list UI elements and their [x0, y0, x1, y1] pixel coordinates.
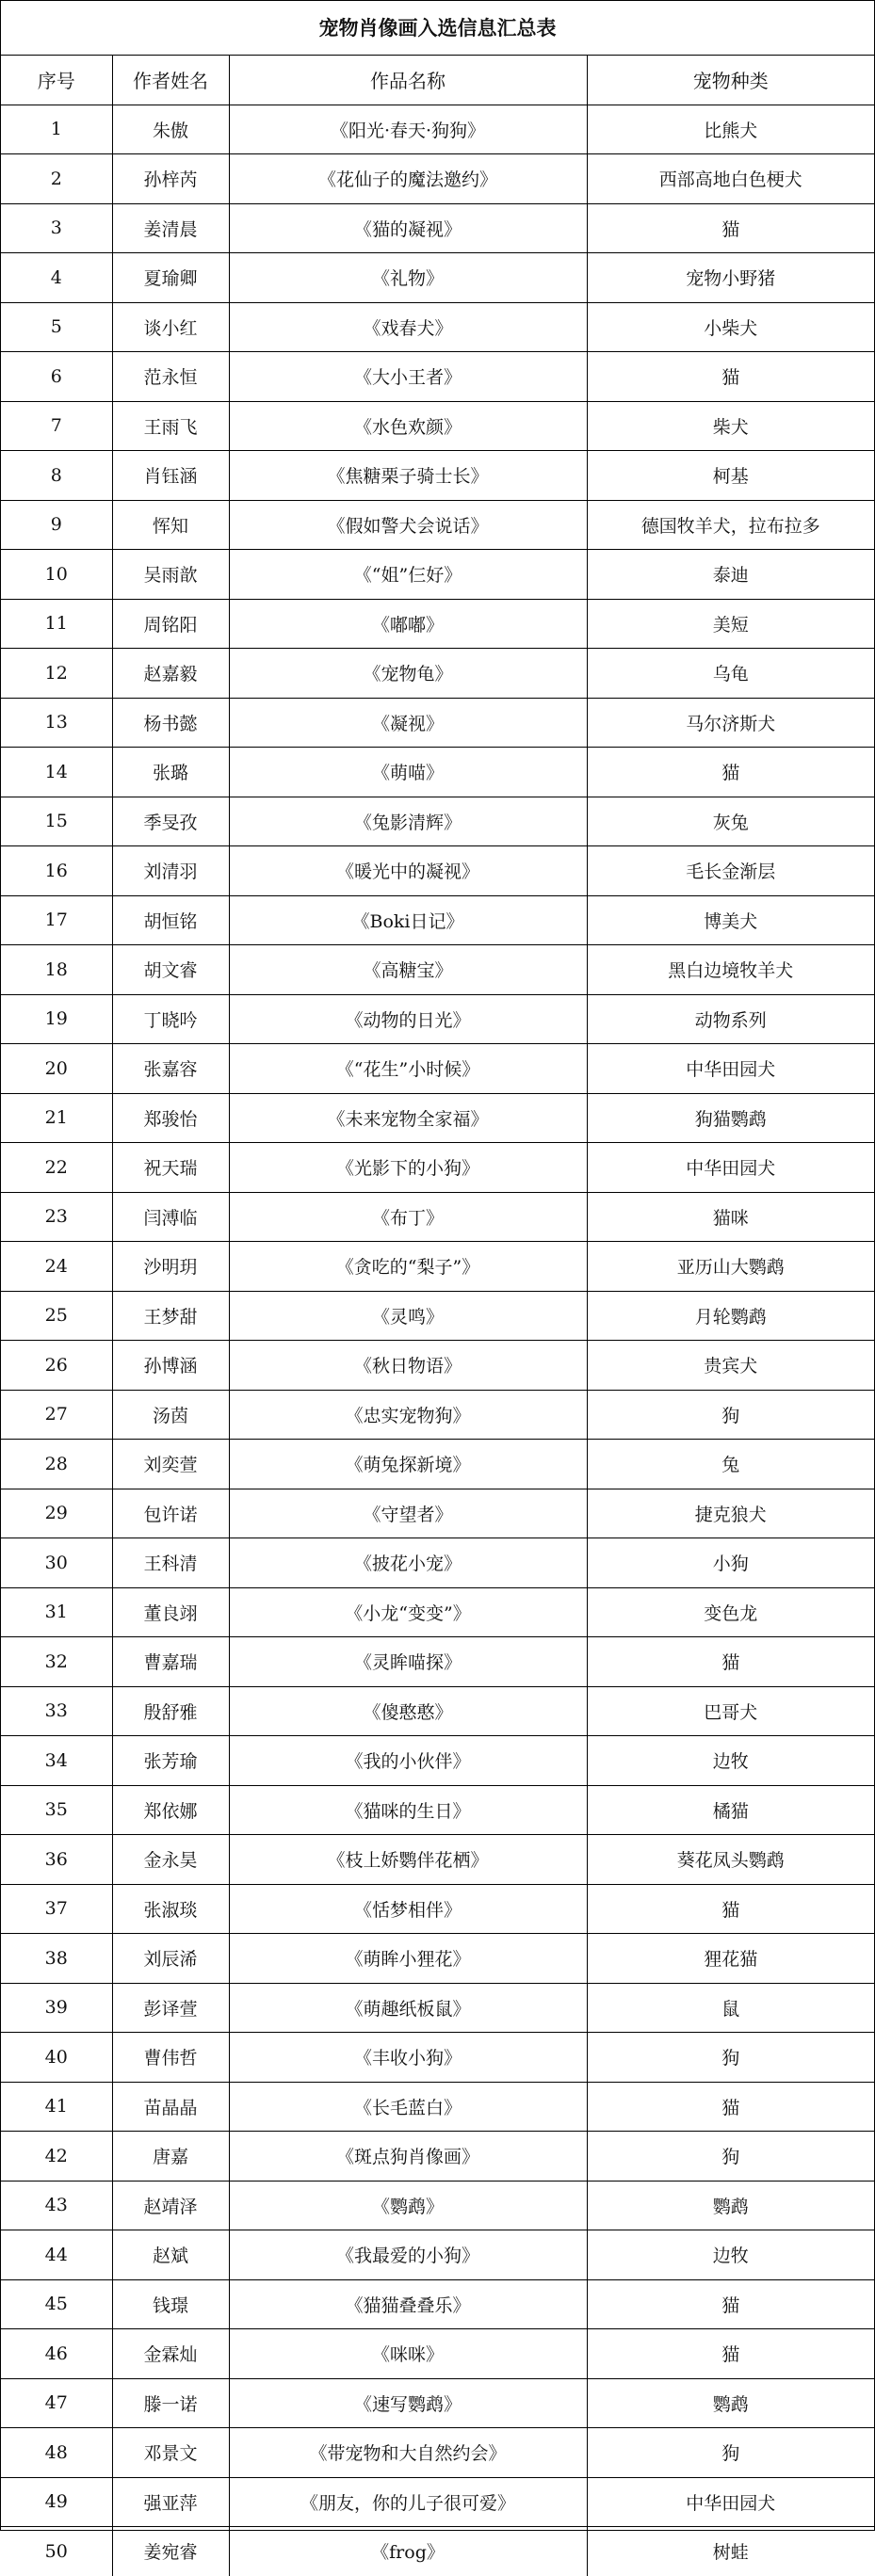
cell-work-title: 《带宠物和大自然约会》	[229, 2428, 587, 2478]
table-row	[1, 649, 874, 699]
cell-work-title: 《阳光·春天·狗狗》	[229, 105, 587, 154]
cell-index: 48	[1, 2428, 112, 2478]
table-row	[1, 895, 874, 945]
cell-author: 赵嘉毅	[112, 649, 229, 699]
cell-index: 29	[1, 1489, 112, 1538]
cell-author: 郑依娜	[112, 1785, 229, 1835]
cell-work-title: 《披花小宠》	[229, 1538, 587, 1588]
cell-index: 16	[1, 846, 112, 896]
cell-index: 46	[1, 2329, 112, 2379]
cell-pet-species: 柯基	[587, 451, 874, 501]
cell-work-title: 《凝视》	[229, 698, 587, 748]
table-row	[1, 1390, 874, 1440]
table-row	[1, 1785, 874, 1835]
cell-author: 吴雨歆	[112, 550, 229, 600]
cell-index: 38	[1, 1934, 112, 1984]
cell-index: 44	[1, 2230, 112, 2280]
table-row	[1, 1440, 874, 1489]
cell-pet-species: 月轮鹦鹉	[587, 1291, 874, 1341]
cell-index: 43	[1, 2181, 112, 2230]
cell-index: 42	[1, 2132, 112, 2182]
cell-pet-species: 马尔济斯犬	[587, 698, 874, 748]
table-row	[1, 1983, 874, 2033]
cell-work-title: 《未来宠物全家福》	[229, 1093, 587, 1143]
cell-index: 15	[1, 797, 112, 846]
cell-work-title: 《光影下的小狗》	[229, 1143, 587, 1193]
cell-work-title: 《Boki日记》	[229, 895, 587, 945]
cell-work-title: 《萌趣纸板鼠》	[229, 1983, 587, 2033]
cell-work-title: 《长毛蓝白》	[229, 2082, 587, 2132]
cell-pet-species: 乌龟	[587, 649, 874, 699]
cell-author: 刘奕萱	[112, 1440, 229, 1489]
table-row	[1, 1587, 874, 1637]
cell-pet-species: 鼠	[587, 1983, 874, 2033]
cell-pet-species: 巴哥犬	[587, 1686, 874, 1736]
cell-pet-species: 中华田园犬	[587, 2477, 874, 2527]
table-row	[1, 1341, 874, 1391]
cell-pet-species: 贵宾犬	[587, 1341, 874, 1391]
cell-index: 14	[1, 748, 112, 797]
cell-work-title: 《水色欢颜》	[229, 401, 587, 451]
cell-index: 33	[1, 1686, 112, 1736]
cell-index: 11	[1, 599, 112, 649]
table-row	[1, 1835, 874, 1885]
cell-pet-species: 德国牧羊犬，拉布拉多	[587, 500, 874, 550]
cell-index: 37	[1, 1884, 112, 1934]
cell-work-title: 《焦糖栗子骑士长》	[229, 451, 587, 501]
cell-index: 34	[1, 1736, 112, 1786]
table-row	[1, 352, 874, 402]
table-row	[1, 2230, 874, 2280]
cell-author: 金永昊	[112, 1835, 229, 1885]
header-pet-species: 宠物种类	[587, 56, 874, 105]
cell-index: 45	[1, 2279, 112, 2329]
table-row	[1, 500, 874, 550]
cell-author: 刘辰浠	[112, 1934, 229, 1984]
cell-author: 周铭阳	[112, 599, 229, 649]
table-row	[1, 2279, 874, 2329]
cell-author: 范永恒	[112, 352, 229, 402]
cell-pet-species: 狗猫鹦鹉	[587, 1093, 874, 1143]
cell-index: 50	[1, 2527, 112, 2576]
cell-work-title: 《灵眸喵探》	[229, 1637, 587, 1687]
cell-pet-species: 狗	[587, 2132, 874, 2182]
cell-author: 张璐	[112, 748, 229, 797]
cell-index: 23	[1, 1192, 112, 1242]
cell-author: 滕一诺	[112, 2378, 229, 2428]
cell-index: 5	[1, 302, 112, 352]
cell-work-title: 《傻憨憨》	[229, 1686, 587, 1736]
table-row	[1, 2132, 874, 2182]
cell-index: 39	[1, 1983, 112, 2033]
cell-pet-species: 捷克狼犬	[587, 1489, 874, 1538]
cell-work-title: 《布丁》	[229, 1192, 587, 1242]
cell-pet-species: 猫	[587, 2082, 874, 2132]
cell-index: 47	[1, 2378, 112, 2428]
cell-work-title: 《“花生”小时候》	[229, 1044, 587, 1094]
table-row	[1, 1538, 874, 1588]
cell-index: 32	[1, 1637, 112, 1687]
cell-index: 7	[1, 401, 112, 451]
cell-author: 曹伟哲	[112, 2033, 229, 2083]
cell-pet-species: 小狗	[587, 1538, 874, 1588]
cell-author: 闫溥临	[112, 1192, 229, 1242]
cell-work-title: 《我最爱的小狗》	[229, 2230, 587, 2280]
table-row	[1, 2527, 874, 2576]
cell-author: 季旻孜	[112, 797, 229, 846]
cell-author: 强亚萍	[112, 2477, 229, 2527]
cell-work-title: 《斑点狗肖像画》	[229, 2132, 587, 2182]
cell-pet-species: 边牧	[587, 2230, 874, 2280]
cell-pet-species: 宠物小野猪	[587, 253, 874, 303]
cell-pet-species: 鹦鹉	[587, 2181, 874, 2230]
cell-work-title: 《猫的凝视》	[229, 203, 587, 253]
cell-author: 沙明玥	[112, 1242, 229, 1292]
cell-work-title: 《兔影清辉》	[229, 797, 587, 846]
cell-work-title: 《小龙“变变”》	[229, 1587, 587, 1637]
cell-work-title: 《我的小伙伴》	[229, 1736, 587, 1786]
cell-work-title: 《嘟嘟》	[229, 599, 587, 649]
cell-author: 彭译萱	[112, 1983, 229, 2033]
cell-work-title: 《枝上娇鹦伴花栖》	[229, 1835, 587, 1885]
cell-author: 张嘉容	[112, 1044, 229, 1094]
cell-index: 22	[1, 1143, 112, 1193]
cell-author: 殷舒雅	[112, 1686, 229, 1736]
cell-index: 9	[1, 500, 112, 550]
cell-pet-species: 猫	[587, 748, 874, 797]
cell-index: 25	[1, 1291, 112, 1341]
cell-pet-species: 猫	[587, 2329, 874, 2379]
cell-pet-species: 亚历山大鹦鹉	[587, 1242, 874, 1292]
cell-pet-species: 博美犬	[587, 895, 874, 945]
cell-work-title: 《猫猫叠叠乐》	[229, 2279, 587, 2329]
cell-index: 18	[1, 945, 112, 995]
cell-index: 10	[1, 550, 112, 600]
cell-work-title: 《恬梦相伴》	[229, 1884, 587, 1934]
table-row	[1, 1093, 874, 1143]
cell-author: 姜宛睿	[112, 2527, 229, 2576]
table-row	[1, 2181, 874, 2230]
cell-pet-species: 猫咪	[587, 1192, 874, 1242]
table-row	[1, 1242, 874, 1292]
cell-pet-species: 比熊犬	[587, 105, 874, 154]
cell-pet-species: 猫	[587, 203, 874, 253]
cell-index: 13	[1, 698, 112, 748]
cell-work-title: 《大小王者》	[229, 352, 587, 402]
cell-index: 36	[1, 1835, 112, 1885]
table-row	[1, 154, 874, 204]
header-row	[1, 56, 874, 105]
cell-author: 钱璟	[112, 2279, 229, 2329]
table-row	[1, 599, 874, 649]
cell-pet-species: 橘猫	[587, 1785, 874, 1835]
cell-author: 赵斌	[112, 2230, 229, 2280]
cell-author: 王雨飞	[112, 401, 229, 451]
cell-author: 曹嘉瑞	[112, 1637, 229, 1687]
table-row	[1, 1044, 874, 1094]
cell-pet-species: 变色龙	[587, 1587, 874, 1637]
sheet-title: 宠物肖像画入选信息汇总表	[1, 1, 874, 56]
table-row	[1, 1291, 874, 1341]
table-row	[1, 797, 874, 846]
cell-author: 谈小红	[112, 302, 229, 352]
cell-author: 王科清	[112, 1538, 229, 1588]
header-work-title: 作品名称	[229, 56, 587, 105]
cell-author: 胡文睿	[112, 945, 229, 995]
cell-work-title: 《高糖宝》	[229, 945, 587, 995]
table-row	[1, 401, 874, 451]
cell-author: 孙博涵	[112, 1341, 229, 1391]
table-row	[1, 1192, 874, 1242]
cell-author: 赵靖泽	[112, 2181, 229, 2230]
cell-index: 20	[1, 1044, 112, 1094]
cell-index: 49	[1, 2477, 112, 2527]
cell-index: 41	[1, 2082, 112, 2132]
cell-author: 朱傲	[112, 105, 229, 154]
cell-pet-species: 泰迪	[587, 550, 874, 600]
cell-work-title: 《速写鹦鹉》	[229, 2378, 587, 2428]
table-row	[1, 1686, 874, 1736]
table-row	[1, 2329, 874, 2379]
cell-author: 张淑琰	[112, 1884, 229, 1934]
cell-pet-species: 黑白边境牧羊犬	[587, 945, 874, 995]
cell-work-title: 《灵鸣》	[229, 1291, 587, 1341]
cell-work-title: 《鹦鹉》	[229, 2181, 587, 2230]
table-row	[1, 550, 874, 600]
cell-author: 丁晓吟	[112, 994, 229, 1044]
table-row	[1, 1934, 874, 1984]
cell-pet-species: 狸花猫	[587, 1934, 874, 1984]
table-row	[1, 105, 874, 154]
cell-pet-species: 狗	[587, 2033, 874, 2083]
cell-work-title: 《“姐”仨好》	[229, 550, 587, 600]
cell-pet-species: 中华田园犬	[587, 1044, 874, 1094]
cell-work-title: 《丰收小狗》	[229, 2033, 587, 2083]
table-row	[1, 2477, 874, 2527]
cell-pet-species: 猫	[587, 1884, 874, 1934]
table-row	[1, 1637, 874, 1687]
cell-pet-species: 中华田园犬	[587, 1143, 874, 1193]
cell-work-title: 《守望者》	[229, 1489, 587, 1538]
cell-author: 董良翊	[112, 1587, 229, 1637]
cell-pet-species: 猫	[587, 2279, 874, 2329]
cell-work-title: 《忠实宠物狗》	[229, 1390, 587, 1440]
cell-author: 邓景文	[112, 2428, 229, 2478]
cell-work-title: 《暖光中的凝视》	[229, 846, 587, 896]
cell-index: 24	[1, 1242, 112, 1292]
cell-index: 3	[1, 203, 112, 253]
table-row	[1, 302, 874, 352]
cell-pet-species: 柴犬	[587, 401, 874, 451]
cell-author: 杨书懿	[112, 698, 229, 748]
table-row	[1, 253, 874, 303]
cell-pet-species: 灰兔	[587, 797, 874, 846]
cell-index: 19	[1, 994, 112, 1044]
cell-author: 肖钰涵	[112, 451, 229, 501]
cell-work-title: 《戏春犬》	[229, 302, 587, 352]
entries-table	[1, 56, 874, 2576]
table-row	[1, 2082, 874, 2132]
cell-work-title: 《朋友，你的儿子很可爱》	[229, 2477, 587, 2527]
table-row	[1, 846, 874, 896]
cell-index: 40	[1, 2033, 112, 2083]
cell-author: 孙梓芮	[112, 154, 229, 204]
cell-author: 刘清羽	[112, 846, 229, 896]
header-index: 序号	[1, 56, 112, 105]
cell-author: 胡恒铭	[112, 895, 229, 945]
header-author: 作者姓名	[112, 56, 229, 105]
cell-author: 祝天瑞	[112, 1143, 229, 1193]
cell-pet-species: 树蛙	[587, 2527, 874, 2576]
cell-pet-species: 兔	[587, 1440, 874, 1489]
cell-index: 26	[1, 1341, 112, 1391]
cell-work-title: 《礼物》	[229, 253, 587, 303]
cell-index: 12	[1, 649, 112, 699]
cell-author: 苗晶晶	[112, 2082, 229, 2132]
cell-author: 包许诺	[112, 1489, 229, 1538]
table-row	[1, 698, 874, 748]
cell-work-title: 《frog》	[229, 2527, 587, 2576]
cell-author: 金霖灿	[112, 2329, 229, 2379]
cell-index: 30	[1, 1538, 112, 1588]
cell-author: 姜清晨	[112, 203, 229, 253]
cell-index: 4	[1, 253, 112, 303]
cell-index: 28	[1, 1440, 112, 1489]
table-row	[1, 451, 874, 501]
cell-index: 35	[1, 1785, 112, 1835]
cell-pet-species: 毛长金渐层	[587, 846, 874, 896]
cell-work-title: 《贪吃的“梨子”》	[229, 1242, 587, 1292]
cell-pet-species: 猫	[587, 1637, 874, 1687]
cell-index: 2	[1, 154, 112, 204]
cell-work-title: 《宠物龟》	[229, 649, 587, 699]
cell-work-title: 《假如警犬会说话》	[229, 500, 587, 550]
cell-pet-species: 美短	[587, 599, 874, 649]
cell-author: 王梦甜	[112, 1291, 229, 1341]
table-row	[1, 2033, 874, 2083]
cell-author: 张芳瑜	[112, 1736, 229, 1786]
cell-index: 31	[1, 1587, 112, 1637]
cell-index: 6	[1, 352, 112, 402]
table-row	[1, 203, 874, 253]
cell-index: 21	[1, 1093, 112, 1143]
table-row	[1, 1143, 874, 1193]
cell-pet-species: 西部高地白色梗犬	[587, 154, 874, 204]
cell-pet-species: 鹦鹉	[587, 2378, 874, 2428]
cell-index: 8	[1, 451, 112, 501]
table-row	[1, 748, 874, 797]
cell-work-title: 《萌眸小狸花》	[229, 1934, 587, 1984]
cell-work-title: 《猫咪的生日》	[229, 1785, 587, 1835]
cell-work-title: 《萌喵》	[229, 748, 587, 797]
cell-author: 夏瑜卿	[112, 253, 229, 303]
cell-pet-species: 狗	[587, 2428, 874, 2478]
cell-work-title: 《萌兔探新境》	[229, 1440, 587, 1489]
cell-work-title: 《动物的日光》	[229, 994, 587, 1044]
cell-index: 27	[1, 1390, 112, 1440]
table-row	[1, 945, 874, 995]
cell-pet-species: 狗	[587, 1390, 874, 1440]
table-row	[1, 1884, 874, 1934]
table-row	[1, 1736, 874, 1786]
cell-author: 汤茵	[112, 1390, 229, 1440]
cell-work-title: 《花仙子的魔法邀约》	[229, 154, 587, 204]
table-row	[1, 2378, 874, 2428]
cell-index: 17	[1, 895, 112, 945]
cell-pet-species: 动物系列	[587, 994, 874, 1044]
cell-index: 1	[1, 105, 112, 154]
cell-work-title: 《咪咪》	[229, 2329, 587, 2379]
cell-pet-species: 葵花凤头鹦鹉	[587, 1835, 874, 1885]
cell-author: 恽知	[112, 500, 229, 550]
cell-author: 郑骏怡	[112, 1093, 229, 1143]
table-row	[1, 2428, 874, 2478]
cell-work-title: 《秋日物语》	[229, 1341, 587, 1391]
table-row	[1, 994, 874, 1044]
cell-pet-species: 猫	[587, 352, 874, 402]
cell-pet-species: 边牧	[587, 1736, 874, 1786]
cell-pet-species: 小柴犬	[587, 302, 874, 352]
cell-author: 唐嘉	[112, 2132, 229, 2182]
table-row	[1, 1489, 874, 1538]
